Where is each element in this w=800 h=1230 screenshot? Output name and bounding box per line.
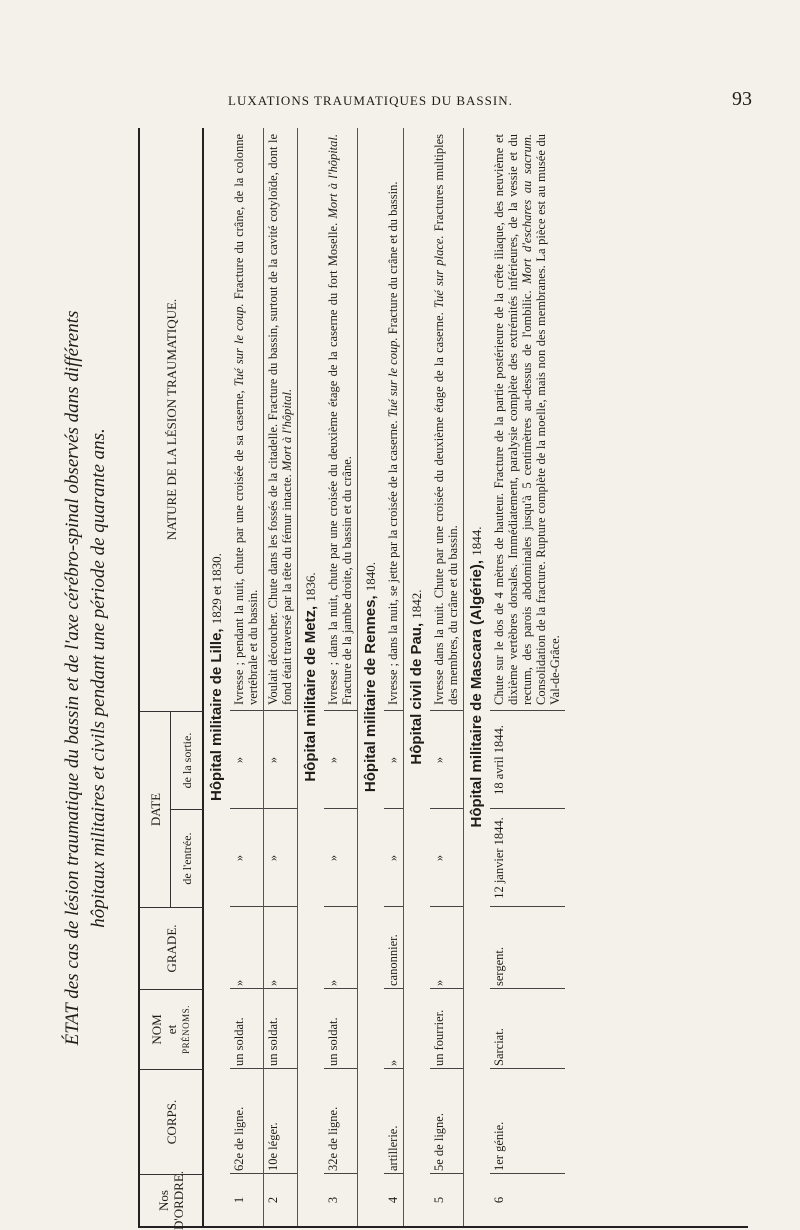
cell-exit: » xyxy=(326,756,340,764)
table-title-line-2: hôpitaux militaires et civils pendant une période de quarante ans. xyxy=(88,428,109,928)
header-nom-2: et xyxy=(163,1024,179,1035)
cell-num: 5 xyxy=(432,1196,446,1204)
hospital-year: 1836. xyxy=(303,572,318,602)
cell-nom: un soldat. xyxy=(232,1017,246,1066)
cell-nom: un soldat. xyxy=(326,1017,340,1066)
hospital-name: Hôpital militaire de Mascara (Algérie), xyxy=(468,559,485,828)
cell-nature: Ivresse ; pendant la nuit, chute par une croisée de sa caserne, Tué sur le coup. Fracture du crâne, de la colonne vertébrale et du bassin. xyxy=(232,133,260,705)
cell-nature: Ivresse ; dans la nuit, se jette par la croisée de la caserne. Tué sur le coup. Fracture du crâne et du bassin. xyxy=(386,181,400,705)
table-row xyxy=(230,128,264,1226)
cell-exit: » xyxy=(432,756,446,764)
running-title: LUXATIONS TRAUMATIQUES DU BASSIN. xyxy=(228,93,513,108)
cell-num: 6 xyxy=(492,1196,506,1204)
cell-num: 1 xyxy=(232,1196,246,1204)
cell-num: 3 xyxy=(326,1196,340,1204)
header-entry: de l'entrée. xyxy=(171,809,203,907)
cell-entry: » xyxy=(326,854,340,862)
hospital-year: 1844. xyxy=(469,526,484,556)
cell-exit: » xyxy=(386,756,400,764)
header-nom-3: PRÉNOMS. xyxy=(180,1005,191,1054)
cell-grade: sergent. xyxy=(492,947,506,986)
cell-grade: canonnier. xyxy=(386,934,400,986)
cell-nature: Chute sur le dos de 4 mètres de hauteur. Fracture de la partie postérieure de la crête iliaque, des neuvième et dixième vertèbres dorsales. Immédiatement, paralysie complète des extrémités inférieures, de la vessie et du rectum, des parois abdominales jusqu'à 5 centimètres au-dessus de l'ombilic. Mort d'eschares au sacrum. Consolidation de la fracture. Rupture complète de la moelle, mais non des membranes. La pièce est au musée du Val-de-Grâce. xyxy=(492,134,562,705)
cell-grade: » xyxy=(326,979,340,986)
cell-nature: Ivresse dans la nuit. Chute par une croisée du deuxième étage de la caserne. Tué sur place. Fractures multiples des membres, du crâne et du bassin. xyxy=(432,133,460,705)
header-date xyxy=(140,711,204,907)
cell-nature: Voulait découcher. Chute dans les fossés de la citadelle. Fracture du bassin, surtout de la cavité cotyloïde, dont le fond était traversé par la tête du fémur intacte. Mort à l'hôpital. xyxy=(266,134,294,705)
table-row xyxy=(324,128,358,1226)
hospital-name: Hôpital militaire de Lille, xyxy=(208,628,225,801)
hospital-year: 1842. xyxy=(409,589,424,619)
cell-nom: un fourrier. xyxy=(432,1009,446,1066)
cell-exit: 18 avril 1844. xyxy=(492,725,506,795)
cell-nom: un soldat. xyxy=(266,1017,280,1066)
hospital-heading xyxy=(298,128,324,1226)
cell-corps: 1er génie. xyxy=(492,1121,506,1171)
header-corps: CORPS. xyxy=(140,1069,204,1174)
cell-corps: 62e de ligne. xyxy=(232,1106,246,1171)
cell-exit: » xyxy=(266,756,280,764)
table-row xyxy=(490,128,565,1226)
cell-num: 4 xyxy=(386,1196,400,1204)
header-nom-1: NOM xyxy=(148,1014,164,1045)
hospital-heading xyxy=(404,128,430,1226)
hospital-name: Hôpital militaire de Metz, xyxy=(302,605,319,782)
cell-grade: » xyxy=(232,979,246,986)
cell-entry: » xyxy=(386,854,400,862)
cell-corps: 5e de ligne. xyxy=(432,1113,446,1171)
hospital-heading xyxy=(204,128,230,1226)
header-exit: de la sortie. xyxy=(179,732,194,789)
cell-nature: Ivresse ; dans la nuit, chute par une croisée du deuxième étage de la caserne du fort Moselle. Mort à l'hôpital. Fracture de la jambe droite, du bassin et du crâne. xyxy=(326,134,354,705)
cell-corps: artillerie. xyxy=(386,1125,400,1171)
table-row xyxy=(430,128,464,1226)
cell-nom: Sarciat. xyxy=(492,1028,506,1066)
cell-grade: » xyxy=(432,979,446,986)
header-num: Nos D'ORDRE. xyxy=(140,1174,204,1226)
header-date-label: DATE xyxy=(140,712,171,907)
table-row xyxy=(384,128,404,1226)
cell-corps: 10e léger. xyxy=(266,1122,280,1171)
cell-entry: » xyxy=(232,854,246,862)
page-number: 93 xyxy=(732,88,752,110)
page-header xyxy=(0,0,800,110)
cell-entry: » xyxy=(266,854,280,862)
header-nature: NATURE DE LA LÉSION TRAUMATIQUE. xyxy=(140,128,204,711)
table xyxy=(138,128,748,1228)
hospital-year: 1829 et 1830. xyxy=(209,553,224,625)
hospital-year: 1840. xyxy=(363,561,378,592)
header-nom xyxy=(140,989,204,1069)
hospital-name: Hôpital militaire de Rennes, xyxy=(362,595,379,793)
cell-num: 2 xyxy=(266,1196,280,1204)
table-body xyxy=(204,128,565,1226)
header-grade: GRADE. xyxy=(140,907,204,989)
rotated-table-block xyxy=(60,128,750,1228)
hospital-name: Hôpital civil de Pau, xyxy=(408,622,425,765)
cell-nom: » xyxy=(386,1059,400,1066)
hospital-heading xyxy=(358,128,384,1226)
cell-exit: » xyxy=(232,756,246,764)
table-title-line-1: ÉTAT des cas de lésion traumatique du bassin et de l'axe cérébro-spinal observés dans différents xyxy=(62,310,83,1046)
cell-entry: » xyxy=(432,854,446,862)
table-row xyxy=(264,128,298,1226)
table-title xyxy=(60,138,112,1218)
hospital-heading xyxy=(464,128,490,1226)
cell-corps: 32e de ligne. xyxy=(326,1106,340,1171)
cell-grade: » xyxy=(266,979,280,986)
cell-entry: 12 janvier 1844. xyxy=(492,817,506,899)
